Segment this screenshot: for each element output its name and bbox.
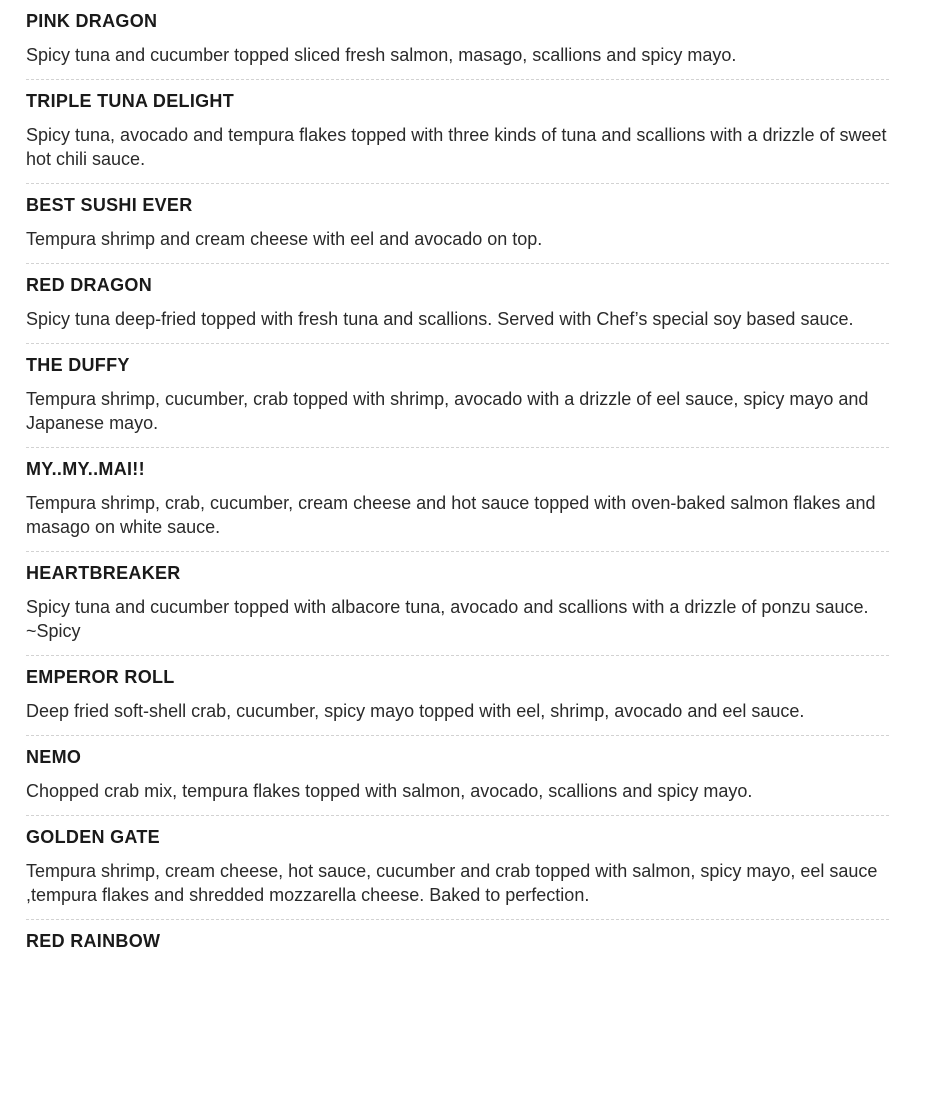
item-title: MY..MY..MAI!! (26, 459, 145, 479)
item-title: BEST SUSHI EVER (26, 195, 193, 215)
item-title: NEMO (26, 747, 82, 767)
item-description: Tempura shrimp, cucumber, crab topped with shrimp, avocado with a drizzle of eel sauce, spicy mayo and Japanese mayo. (26, 389, 869, 433)
menu-item-best-sushi-ever (26, 184, 889, 264)
item-title: RED DRAGON (26, 275, 153, 295)
item-description: Spicy tuna and cucumber topped with albacore tuna, avocado and scallions with a drizzle of ponzu sauce. ~Spicy (26, 597, 869, 641)
item-title: THE DUFFY (26, 355, 130, 375)
item-title: GOLDEN GATE (26, 827, 160, 847)
menu-item-nemo (26, 736, 889, 816)
item-description: Tempura shrimp, crab, cucumber, cream cheese and hot sauce topped with oven-baked salmon flakes and masago on white sauce. (26, 493, 876, 537)
item-description: Spicy tuna deep-fried topped with fresh tuna and scallions. Served with Chef’s special soy based sauce. (26, 309, 854, 329)
item-description: Spicy tuna, avocado and tempura flakes topped with three kinds of tuna and scallions with a drizzle of sweet hot chili sauce. (26, 125, 887, 169)
menu-item-heartbreaker (26, 552, 889, 656)
item-title: TRIPLE TUNA DELIGHT (26, 91, 235, 111)
menu-list (26, 0, 889, 975)
menu-item-triple-tuna-delight (26, 80, 889, 184)
item-title: EMPEROR ROLL (26, 667, 175, 687)
menu-item-red-rainbow (26, 920, 889, 975)
menu-item-red-dragon (26, 264, 889, 344)
menu-item-my-my-mai (26, 448, 889, 552)
item-title: PINK DRAGON (26, 11, 158, 31)
menu-item-emperor-roll (26, 656, 889, 736)
item-title: HEARTBREAKER (26, 563, 181, 583)
item-title: RED RAINBOW (26, 931, 161, 951)
item-description: Tempura shrimp and cream cheese with eel and avocado on top. (26, 229, 543, 249)
item-description: Chopped crab mix, tempura flakes topped with salmon, avocado, scallions and spicy mayo. (26, 781, 753, 801)
menu-item-the-duffy (26, 344, 889, 448)
item-description: Deep fried soft-shell crab, cucumber, spicy mayo topped with eel, shrimp, avocado and eel sauce. (26, 701, 805, 721)
menu-item-golden-gate (26, 816, 889, 920)
item-description: Tempura shrimp, cream cheese, hot sauce, cucumber and crab topped with salmon, spicy mayo, eel sauce ,tempura flakes and shredded mozzarella cheese. Baked to perfection. (26, 861, 878, 905)
item-description: Spicy tuna and cucumber topped sliced fresh salmon, masago, scallions and spicy mayo. (26, 45, 737, 65)
menu-item-pink-dragon (26, 0, 889, 80)
